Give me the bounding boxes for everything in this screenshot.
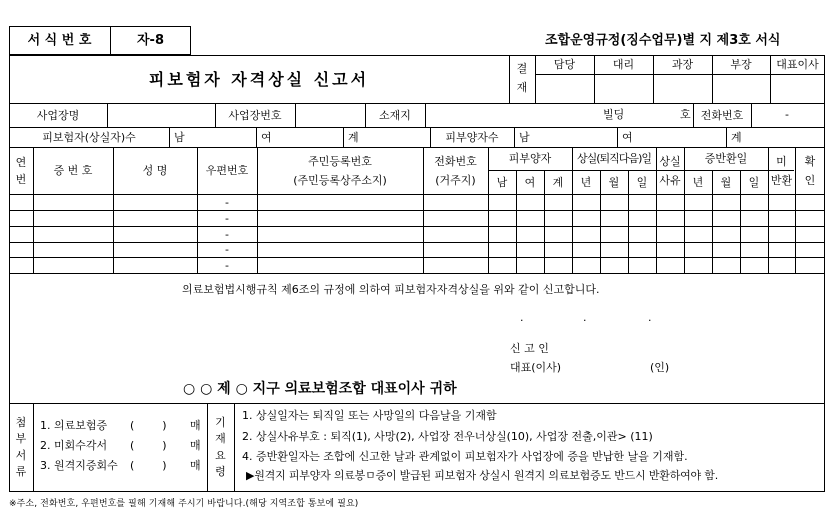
col-return-date-header: 증반환일	[704, 152, 748, 166]
col-loss-reason-header-2: 사유	[659, 174, 681, 187]
workplace-name-label: 사업장명	[36, 108, 80, 122]
instruction-line: 1. 상실일자는 퇴직일 또는 사망일의 다음날을 기재함	[242, 409, 497, 422]
col-phone-header-1: 전화번호	[434, 154, 477, 168]
cell-divider	[256, 127, 257, 147]
dependents-female-label: 여	[622, 131, 633, 144]
attachment-item-paren: ( )	[130, 459, 167, 472]
regulation-reference: 조합운영규정(징수업무)별 지 제3호 서식	[545, 33, 781, 48]
col-loss-date-year: 년	[580, 175, 592, 189]
instruction-line: 4. 증반환일자는 조합에 신고한 날과 관계없이 피보험자가 사업장에 증을 반납한 날을 기재함.	[242, 450, 688, 463]
table-row-line	[9, 257, 825, 258]
workplace-phone-label: 전화번호	[700, 108, 744, 122]
col-confirm-header-2: 인	[804, 174, 816, 187]
col-confirm-header-1: 확	[804, 154, 816, 168]
workplace-phone-dash: -	[785, 108, 789, 121]
zip-dash: -	[225, 195, 229, 209]
table-row-line	[9, 242, 825, 243]
col-seq-header	[9, 148, 33, 194]
reporter-label: 신 고 인	[510, 342, 549, 355]
form-number-value: 자-8	[137, 32, 164, 48]
col-seq-header-2: 번	[15, 173, 27, 186]
approval-role-section-chief: 과장	[671, 58, 694, 72]
representative-label: 대표(이사)	[510, 361, 562, 374]
instruction-line: ▶원격지 피부양자 의료봉ㅁ증이 발급된 피보험자 상실시 원격지 의료보험증도 반드시 반환하여야 함.	[246, 469, 718, 482]
approval-role-department-head: 부장	[730, 58, 752, 72]
form-title: 피보험자 자격상실 신고서	[148, 70, 370, 90]
instructions-label-4: 령	[215, 465, 226, 478]
date-dot: .	[520, 311, 524, 324]
attachments-label-4: 류	[15, 465, 27, 478]
workplace-building-label: 빌딩	[603, 108, 625, 121]
col-rrn-header-1: 주민등록번호	[308, 154, 372, 168]
col-unreturned-header-2: 반환	[770, 174, 793, 187]
attachment-item-paren: ( )	[130, 419, 167, 432]
form-number-label: 서 식 번 호	[27, 32, 92, 48]
col-dependents-female: 여	[524, 175, 536, 189]
col-name-header: 성 명	[142, 164, 168, 178]
attachments-divider	[33, 403, 34, 492]
footnote: ※주소, 전화번호, 우편번호를 필해 기재해 주시기 바랍니다.(해당 지역조합 통보에 필요)	[9, 499, 359, 509]
table-row-line	[9, 210, 825, 211]
col-unreturned-header	[768, 148, 795, 194]
date-dot: .	[583, 311, 587, 324]
attachments-label-1: 첨	[15, 415, 27, 429]
col-loss-date-month: 월	[608, 175, 620, 189]
zip-dash: -	[225, 258, 229, 272]
bottom-section-line	[9, 403, 825, 404]
attachment-item-insurance-card: 1. 의료보험증	[40, 419, 108, 432]
cell-divider	[343, 127, 344, 147]
dependents-total-label: 계	[731, 131, 742, 144]
approval-label-top: 결	[516, 62, 528, 76]
date-dot: .	[648, 311, 652, 324]
workplace-number-label: 사업장번호	[228, 108, 282, 122]
insured-total-label: 계	[348, 131, 359, 144]
col-seq-header-1: 연	[15, 155, 27, 169]
col-phone-header	[423, 148, 488, 194]
approval-role-staff: 담당	[553, 58, 576, 72]
col-rrn-header-2: (주민등록상주소지)	[293, 174, 387, 187]
workplace-room-label: 호	[680, 108, 691, 121]
insured-female-label: 여	[261, 131, 272, 144]
attachment-item-paren: ( )	[130, 439, 167, 452]
declaration-statement: 의료보험법시행규칙 제6조의 규정에 의하여 피보험자자격상실을 위와 같이 신고합니다.	[182, 283, 600, 296]
col-zip-header: 우편번호	[205, 164, 249, 178]
col-dependents-total: 계	[552, 175, 564, 189]
col-return-date-month: 월	[720, 175, 732, 189]
header-bottom-line	[9, 194, 825, 195]
addressee: ○ ○ 제 ○ 지구 의료보험조합 대표이사 귀하	[183, 381, 457, 397]
cell-divider	[295, 103, 296, 127]
instructions-label-2: 재	[215, 432, 226, 445]
col-return-date-day: 일	[748, 175, 760, 189]
cell-divider	[107, 103, 108, 127]
col-cert-header: 증 번 호	[53, 164, 93, 178]
attachment-item-unit: 매	[190, 439, 201, 452]
col-return-date-year: 년	[692, 175, 704, 189]
insured-male-label: 남	[174, 131, 185, 144]
attachment-item-unit: 매	[190, 419, 201, 432]
table-row-line	[9, 273, 825, 274]
workplace-address-label: 소재지	[379, 108, 411, 122]
col-loss-reason-header	[656, 148, 684, 194]
approval-role-ceo: 대표이사	[776, 58, 819, 72]
approval-role-assistant-manager: 대리	[612, 58, 635, 72]
table-row-line	[9, 226, 825, 227]
attachments-label-3: 서	[15, 448, 27, 462]
attachments-label-2: 부	[15, 432, 27, 445]
attachment-item-remote-card: 3. 원격지증회수	[40, 459, 118, 472]
attachment-item-unrecovered-note: 2. 미회수각서	[40, 439, 108, 452]
instructions-divider	[234, 403, 235, 492]
zip-dash: -	[225, 243, 229, 257]
instructions-label	[207, 405, 234, 490]
instructions-label-3: 요	[215, 448, 226, 462]
attachments-label	[9, 405, 33, 490]
dependents-male-label: 남	[519, 131, 530, 144]
approval-label-bottom: 재	[516, 81, 528, 95]
attachment-item-unit: 매	[190, 459, 201, 472]
col-loss-reason-header-1: 상실	[659, 154, 681, 168]
zip-dash: -	[225, 227, 229, 241]
cell-divider	[751, 103, 752, 127]
col-dependents-header: 피부양자	[508, 152, 552, 166]
insured-count-label: 피보험자(상실자)수	[42, 130, 136, 144]
seal-mark: (인)	[650, 361, 670, 374]
dependents-count-label: 피부양자수	[445, 130, 499, 144]
col-loss-date-day: 일	[636, 175, 648, 189]
col-loss-date-header: 상실(퇴직다음)일	[577, 152, 651, 166]
cell-divider	[617, 127, 618, 147]
col-phone-header-2: (거주지)	[435, 174, 476, 187]
col-rrn-header	[257, 148, 423, 194]
cell-divider	[726, 127, 727, 147]
instructions-label-1: 기	[215, 415, 226, 429]
instruction-line: 2. 상실사유부호 : 퇴직(1), 사망(2), 사업장 전우너상실(10), 사업장 전출,이관> (11)	[242, 430, 653, 443]
approval-header-line	[535, 74, 825, 75]
zip-dash: -	[225, 211, 229, 225]
cell-divider	[514, 127, 515, 147]
col-unreturned-header-1: 미	[776, 154, 787, 168]
cell-divider	[169, 127, 170, 147]
cell-divider	[425, 103, 426, 127]
col-confirm-header	[795, 148, 825, 194]
col-dependents-male: 남	[496, 175, 508, 189]
